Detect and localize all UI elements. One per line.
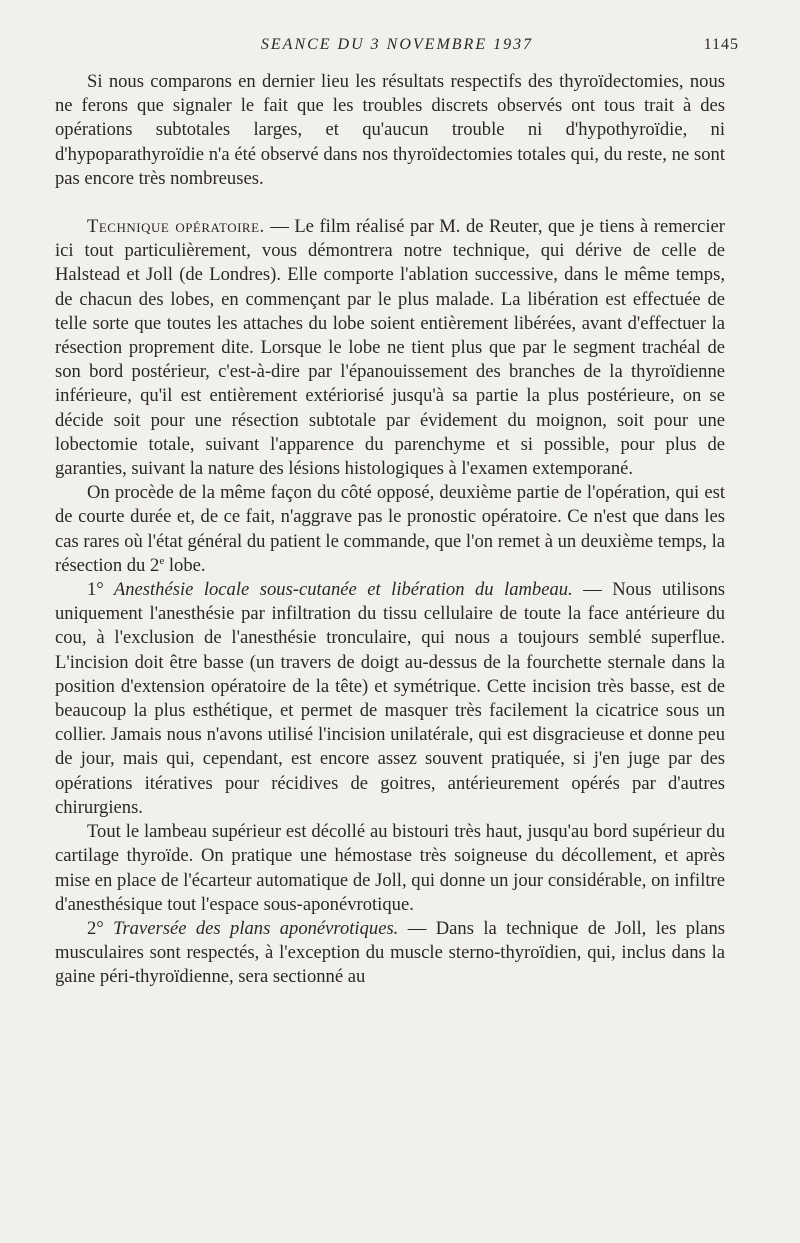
paragraph-text: Tout le lambeau supérieur est décollé au bistouri très haut, jusqu'au bord supérieur du cartilage thyroïde. On pratique une hémostase très soigneuse du décollement, et après mise en place de l'écarteur automatique de Joll, qui donne un jour considérable, on infiltre d'anesthésique tout l'espace sous-aponévrotique. [55,821,725,915]
step-number: 2° [87,917,104,939]
paragraph-text: — Dans la technique de Joll, les plans musculaires sont respectés, à l'exception du muscle sterno-thyroïdien, qui, inclus dans la gaine péri-thyroïdienne, sera sectionné au [55,917,725,988]
step-heading-aponeurotic: Traversée des plans aponévrotiques. [103,917,399,939]
paragraph-text: — Nous utilisons uniquement l'anesthésie par infiltration du tissu cellulaire de toute la face antérieure du cou, à l'exclusion de l'anesthésie tronculaire, qui nous a toujours semblé superflue. L'incision doit être basse (un travers de doigt au-dessus de la fourchette sternale dans la position d'extension opératoire de la tête) et symétrique. Cette incision très basse, est de beaucoup la plus esthétique, et permet de masquer très facilement la cicatrice sous un collier. Jamais nous n'avons utilisé l'incision unilatérale, qui est disgracieuse et donne peu de jour, mais qui, cependant, est encore assez souvent pratiquée, si j'en juge par des opérations itératives pour récidives de goitres, antérieurement opérés par d'autres chirurgiens. [55,579,725,818]
paragraph-anesthesia [55,578,725,820]
page-number: 1145 [703,36,739,53]
page-header [55,36,739,60]
step-heading-anesthesia: Anesthésie locale sous-cutanée et libération du lambeau. [103,579,573,601]
ordinal-superscript: e [159,554,165,567]
section-heading-technique: Technique opératoire. [87,216,265,238]
paragraph-results [55,70,725,191]
step-number: 1° [87,579,104,601]
paragraph-aponeurotic [55,917,725,990]
body-text [55,70,725,990]
paragraph-opposite-side [55,481,725,578]
paragraph-flap [55,820,725,917]
running-title: SEANCE DU 3 NOVEMBRE 1937 [260,36,534,53]
paragraph-text: On procède de la même façon du côté opposé, deuxième partie de l'opération, qui est de courte durée et, de ce fait, n'aggrave pas le pronostic opératoire. Ce n'est que dans les cas rares où l'état général du patient le commande, que l'on remet à un deuxième temps, la résection du 2 [55,482,725,576]
paragraph-text-end: lobe. [164,554,206,576]
paragraph-text: — Le film réalisé par M. de Reuter, que je tiens à remercier ici tout particulièrement, vous démontrera notre technique, qui dérive de celle de Halstead et Joll (de Londres). Elle comporte l'ablation successive, dans le même temps, de chacun des lobes, en commençant par le plus malade. La libération est effectuée de telle sorte que toutes les attaches du lobe soient entièrement libérées, avant d'effectuer la résection proprement dite. Lorsque le lobe ne tient plus que par le segment trachéal de son bord postérieur, c'est-à-dire par l'épanouissement des branches de la thyroïdienne inférieure, qu'il est entièrement extériorisé jusqu'à sa partie la plus postérieure, on se décide soit pour une résection subtotale par évidement du moignon, soit pour une lobectomie totale, suivant l'apparence du parenchyme et si possible, pour plus de garanties, suivant la nature des lésions histologiques à l'examen extemporané. [55,216,725,480]
paragraph-technique [55,215,725,481]
paragraph-text: Si nous comparons en dernier lieu les résultats respectifs des thyroïdectomies, nous ne ferons que signaler le fait que les troubles discrets observés ont tous trait à des opérations subtotales larges, et qu'aucun trouble ni d'hypothyroïdie, ni d'hypoparathyroïdie n'a été observé dans nos thyroïdectomies totales qui, du reste, ne sont pas encore très nombreuses. [55,71,725,189]
